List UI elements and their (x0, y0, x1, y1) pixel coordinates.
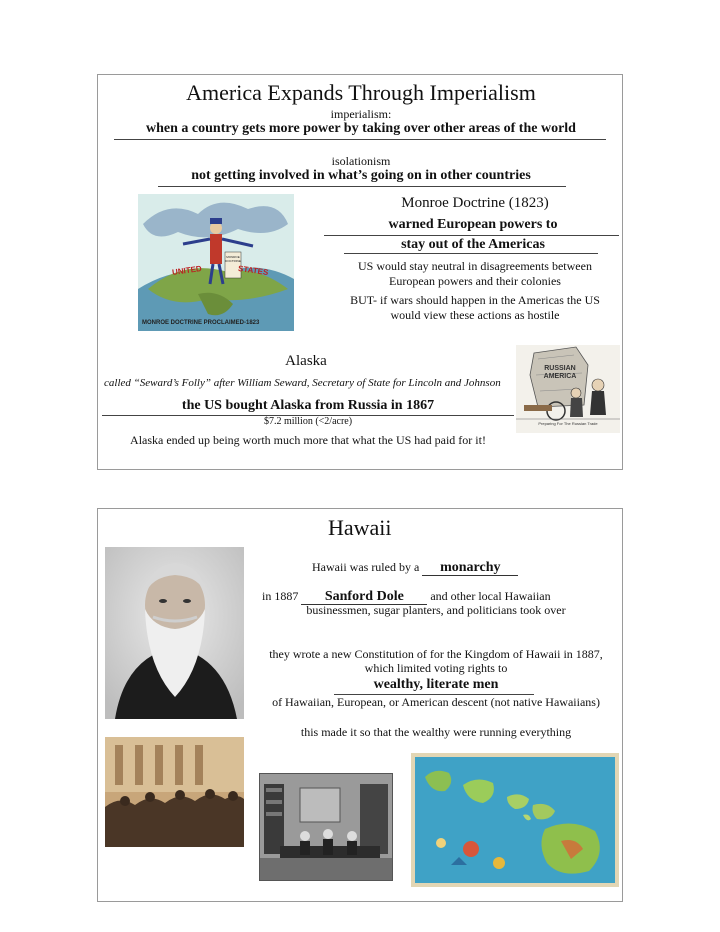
monroe-doctrine-cartoon (138, 194, 294, 331)
constitution-line-2: which limited voting rights to (364, 661, 508, 675)
slide-hawaii (97, 508, 623, 902)
cartoon-block-text: RUSSIAN AMERICA (543, 365, 577, 380)
hawaii-ruled-prefix: Hawaii was ruled by a (312, 560, 420, 574)
answer-line (344, 253, 598, 254)
sanford-dole-portrait (105, 547, 244, 719)
slide-title: Hawaii (328, 515, 392, 540)
dole-line-2: businessmen, sugar planters, and politicians took over (306, 603, 566, 617)
alaska-answer: the US bought Alaska from Russia in 1867 (181, 398, 435, 413)
imperialism-term: imperialism: (330, 107, 392, 121)
monroe-answer-1: warned European powers to (388, 217, 558, 232)
descent-line: of Hawaiian, European, or American descent (not native Hawaiians) (272, 695, 600, 709)
alaska-cartoon (516, 345, 620, 433)
crowd-photo (105, 737, 244, 847)
alaska-price: $7.2 million (<2/acre) (263, 416, 353, 427)
wealthy-line: this made it so that the wealthy were running everything (300, 725, 572, 739)
isolationism-term: isolationism (331, 154, 391, 168)
cartoon-label-united: UNITED (171, 263, 203, 278)
dole-year-suffix: and other local Hawaiian (430, 589, 551, 603)
answer-line (114, 139, 606, 140)
answer-line (324, 235, 619, 236)
monroe-para-1: US would stay neutral in disagreements between European powers and their colonies (358, 259, 592, 288)
cartoon-label-states: STATES (237, 263, 269, 278)
alaska-note: called “Seward’s Folly” after William Seward, Secretary of State for Lincoln and Johnson (104, 377, 501, 389)
monroe-para-2: BUT- if wars should happen in the Americas the US would view these actions as hostile (350, 293, 600, 322)
alaska-cartoon-caption: Preparing For The Russian Trade (538, 421, 598, 426)
cartoon-caption: MONROE DOCTRINE PROCLAIMED-1823 (142, 320, 260, 326)
alaska-heading: Alaska (285, 353, 327, 369)
alaska-conclusion: Alaska ended up being worth much more that what the US had paid for it! (130, 433, 486, 447)
imperialism-definition: when a country gets more power by taking over other areas of the world (146, 121, 576, 136)
slide-imperialism (97, 74, 623, 470)
cartoon-sign: MONROE DOCTRINE (225, 255, 241, 263)
voting-answer: wealthy, literate men (373, 677, 499, 692)
dole-year-prefix: in 1887 (262, 589, 299, 603)
constitution-line-1: they wrote a new Constitution of for the Kingdom of Hawaii in 1887, (269, 647, 603, 661)
sanford-dole-answer: Sanford Dole (301, 590, 427, 605)
government-room-photo (259, 773, 393, 881)
monroe-heading: Monroe Doctrine (1823) (401, 195, 549, 211)
hawaii-ruled (312, 560, 518, 576)
slide-title: America Expands Through Imperialism (186, 80, 536, 105)
isolationism-definition: not getting involved in what’s going on in other countries (191, 168, 531, 183)
monroe-answer-2: stay out of the Americas (401, 237, 545, 252)
hawaii-map (411, 753, 619, 887)
answer-line (158, 186, 566, 187)
monarchy-answer: monarchy (422, 561, 518, 576)
